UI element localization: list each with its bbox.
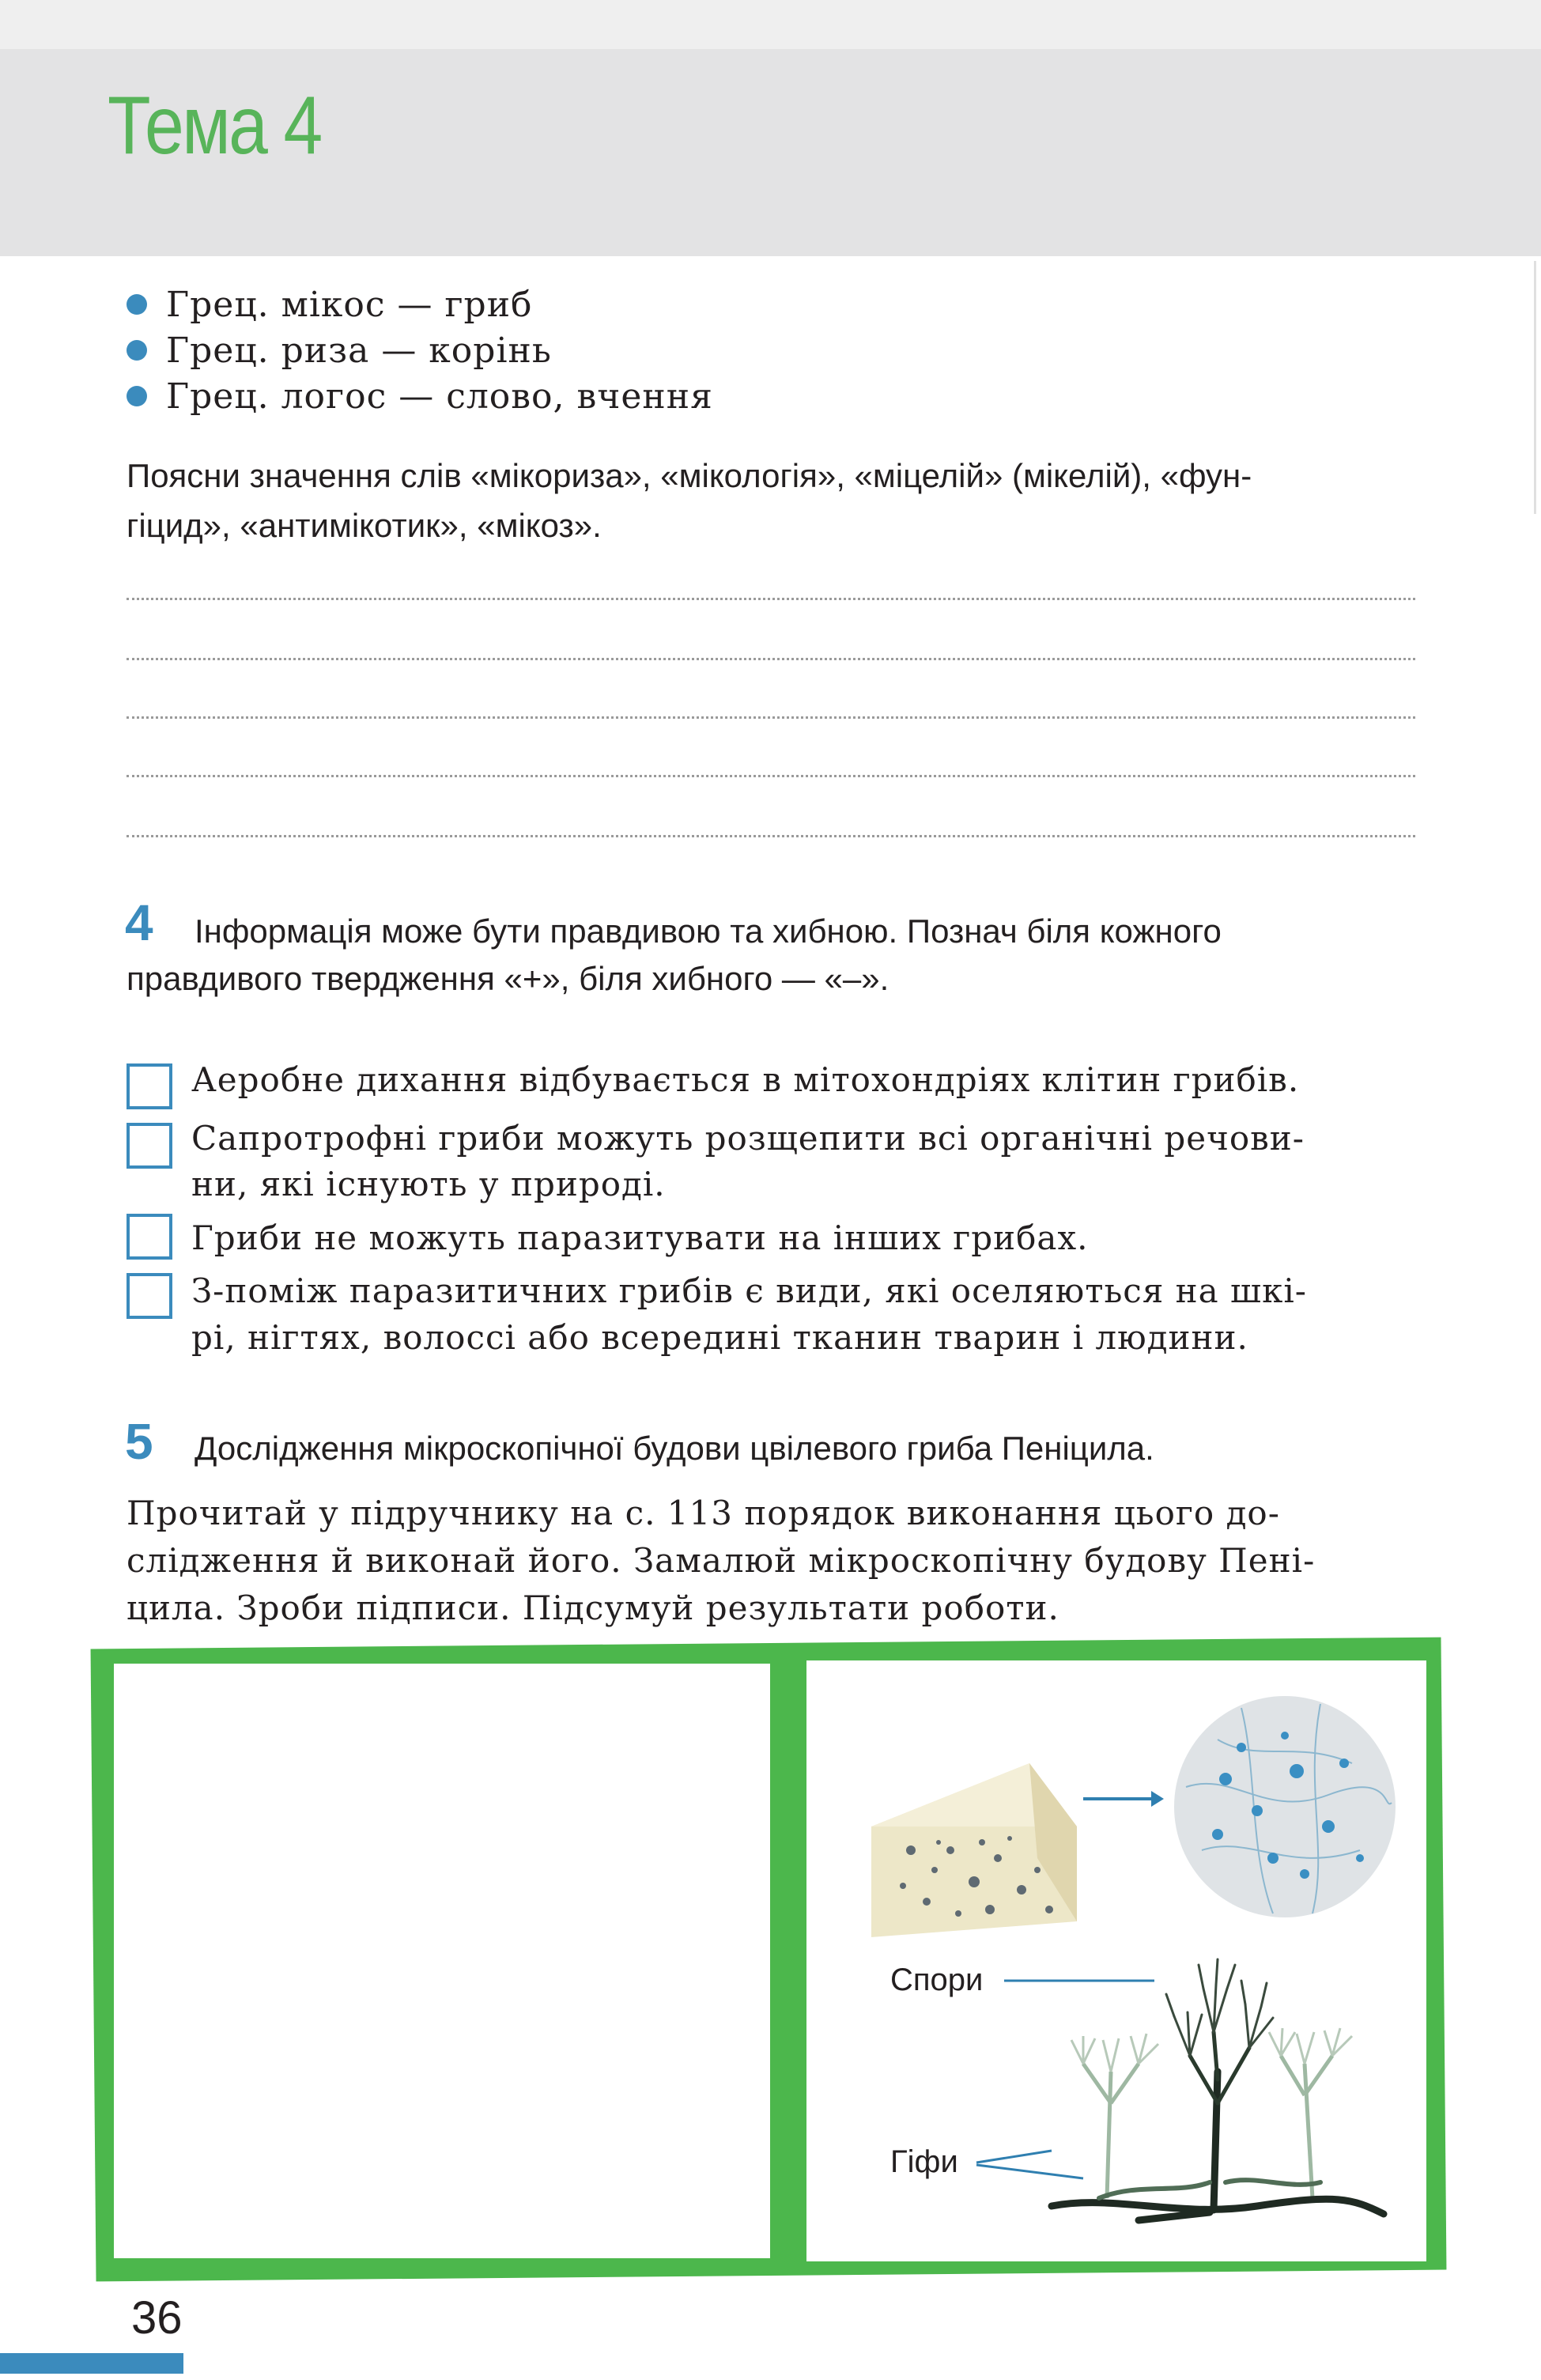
task5-instructions: слідження й виконай його. Замалюй мікроскопічну будову Пені- bbox=[127, 1541, 1316, 1580]
drawing-area[interactable] bbox=[114, 1664, 770, 2258]
answer-line[interactable] bbox=[127, 775, 1415, 777]
answer-checkbox[interactable] bbox=[127, 1214, 172, 1260]
answer-line[interactable] bbox=[127, 658, 1415, 660]
etymology-item: Грец. риза — корінь bbox=[127, 331, 552, 371]
task5-title: Дослідження мікроскопічної будови цвілевого гриба Пеніцила. bbox=[195, 1430, 1154, 1467]
page-title: Тема 4 bbox=[108, 80, 321, 172]
etymology-item: Грец. мікос — гриб bbox=[127, 285, 533, 325]
answer-checkbox[interactable] bbox=[127, 1273, 172, 1319]
answer-checkbox[interactable] bbox=[127, 1123, 172, 1169]
task4-prompt: Інформація може бути правдивою та хибною. Познач біля кожного bbox=[195, 912, 1222, 950]
bullet-icon bbox=[127, 294, 147, 315]
top-strip bbox=[0, 0, 1541, 49]
label-spores: Спори bbox=[890, 1963, 984, 1997]
statement-text: Сапротрофні гриби можуть розщепити всі органічні речови- bbox=[191, 1119, 1305, 1158]
statement-text: Гриби не можуть паразитувати на інших грибах. bbox=[191, 1218, 1089, 1257]
bullet-icon bbox=[127, 340, 147, 361]
task4-prompt: правдивого твердження «+», біля хибного — «–». bbox=[127, 960, 889, 997]
margin-mark bbox=[1534, 261, 1536, 514]
page-number: 36 bbox=[131, 2292, 183, 2344]
statement-text: Аеробне дихання відбувається в мітохондріях клітин грибів. bbox=[191, 1060, 1300, 1099]
answer-line[interactable] bbox=[127, 716, 1415, 719]
task5-instructions: Прочитай у підручнику на с. 113 порядок виконання цього до- bbox=[127, 1494, 1280, 1532]
page-number-bar bbox=[0, 2353, 183, 2374]
statement-text: рі, нігтях, волоссі або всередині тканин тварин і людини. bbox=[191, 1318, 1248, 1357]
bullet-icon bbox=[127, 386, 147, 406]
task5-instructions: цила. Зроби підписи. Підсумуй результати роботи. bbox=[127, 1589, 1059, 1627]
task-number: 5 bbox=[125, 1413, 153, 1470]
task-number: 4 bbox=[125, 894, 153, 951]
explain-task-line: гіцид», «антимікотик», «мікоз». bbox=[127, 507, 602, 544]
label-hyphae: Гіфи bbox=[890, 2144, 958, 2179]
statement-text: ни, які існують у природі. bbox=[191, 1165, 666, 1203]
statement-text: З-поміж паразитичних грибів є види, які оселяються на шкі- bbox=[191, 1271, 1307, 1310]
figure-panel bbox=[806, 1660, 1426, 2261]
answer-checkbox[interactable] bbox=[127, 1063, 172, 1109]
etymology-item: Грец. логос — слово, вчення bbox=[127, 376, 713, 417]
answer-line[interactable] bbox=[127, 835, 1415, 837]
explain-task-line: Поясни значення слів «мікориза», «мікологія», «міцелій» (мікелій), «фун- bbox=[127, 457, 1252, 494]
answer-line[interactable] bbox=[127, 598, 1415, 600]
